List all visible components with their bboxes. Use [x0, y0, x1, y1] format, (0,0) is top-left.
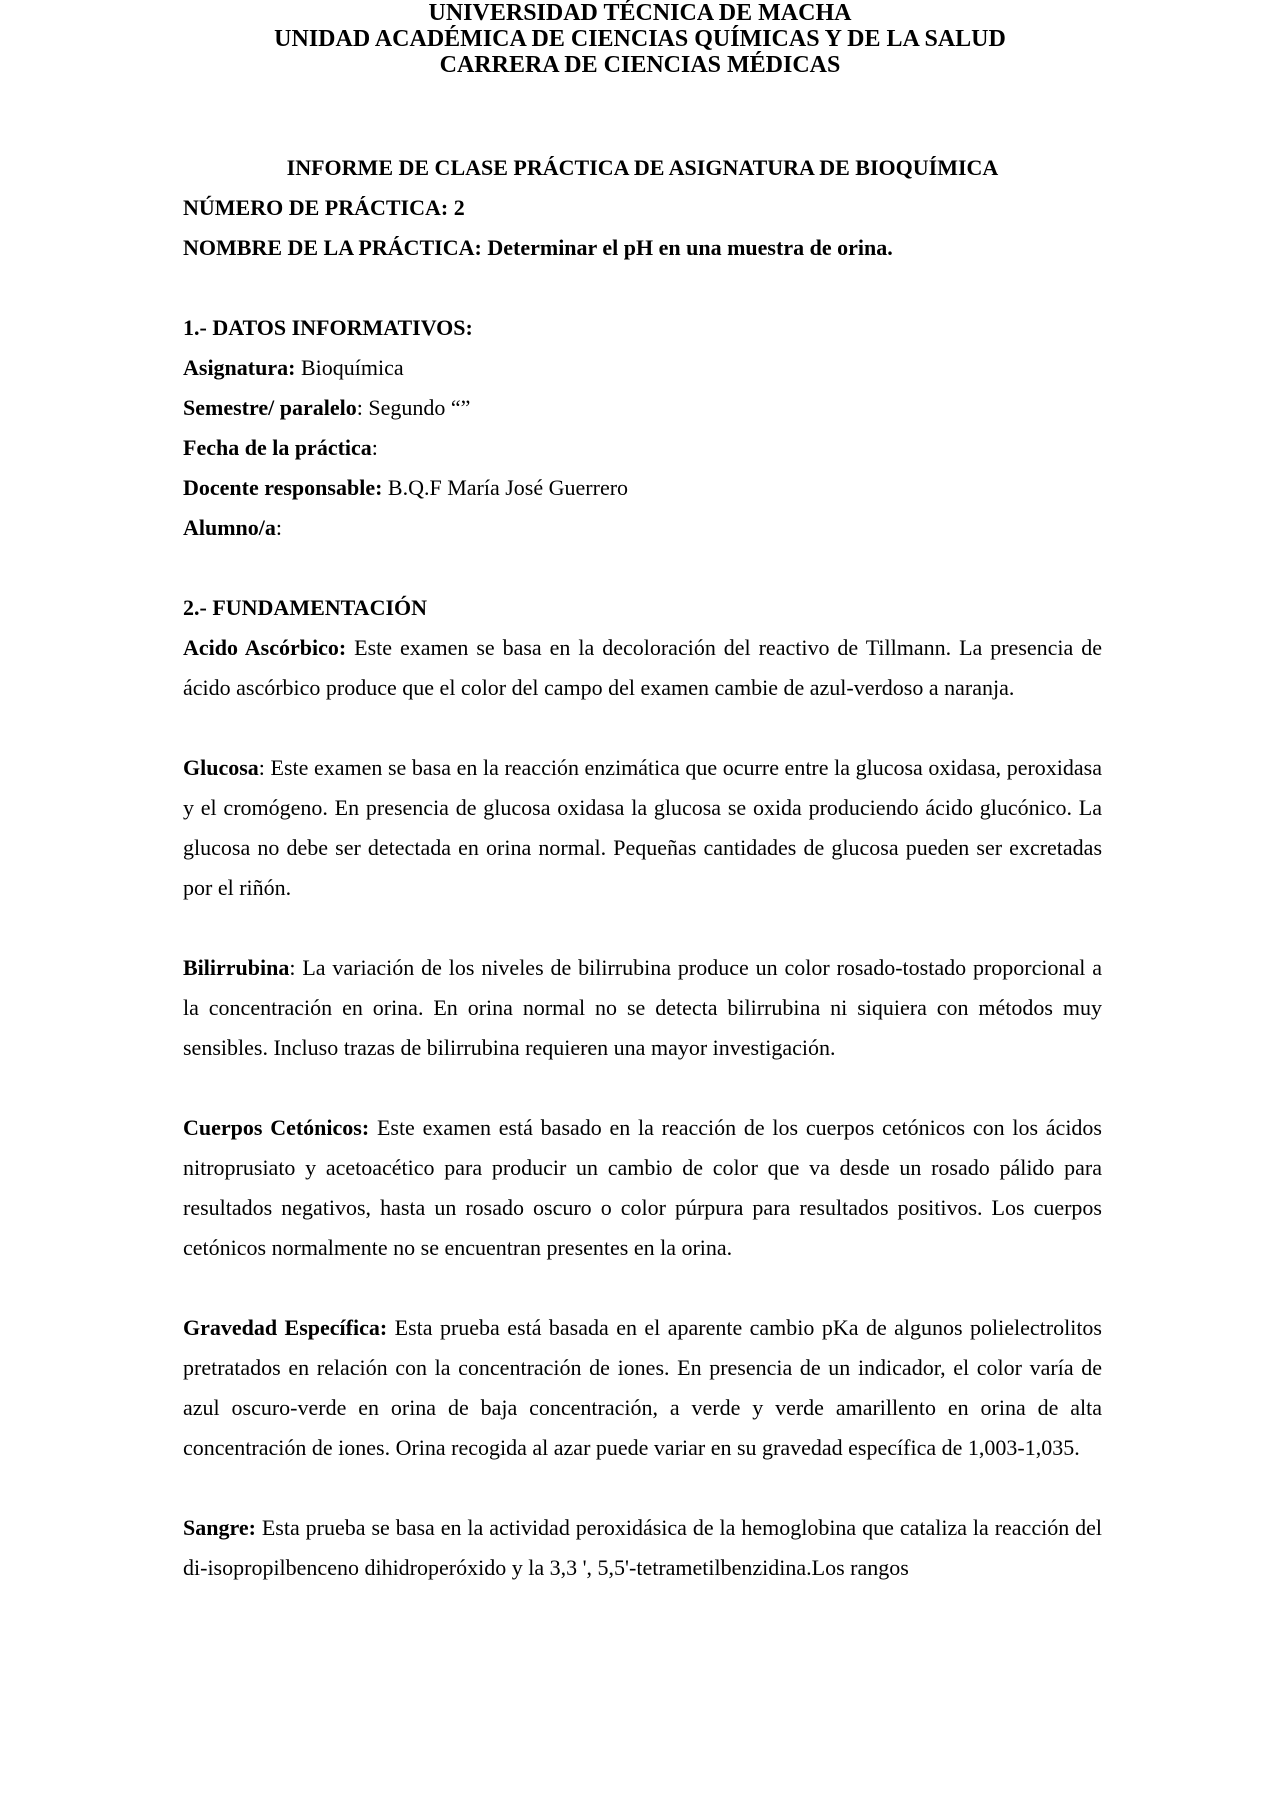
section-text: Este examen está basado en la reacción de los cuerpos cetónicos con los ácidos nitroprusiato y acetoacético para producir un cambio de color que va desde un rosado pálido para resultados negativos, hasta un rosado oscuro o color púrpura para resultados positivos. Los cuerpos cetónicos normalmente no se encuentran presentes en la orina.: [183, 1115, 1102, 1260]
practice-name: [183, 228, 1102, 268]
section-gravedad-especifica: [183, 1308, 1102, 1468]
docente-value: B.Q.F María José Guerrero: [382, 475, 629, 500]
document-body: [183, 148, 1102, 1588]
section-text: : La variación de los niveles de bilirrubina produce un color rosado-tostado proporcional a la concentración en orina. En orina normal no se detecta bilirrubina ni siquiera con métodos muy sensibles. Incluso trazas de bilirrubina requieren una mayor investigación.: [183, 955, 1102, 1060]
section-label: Gravedad Específica:: [183, 1315, 388, 1340]
section-text: Esta prueba está basada en el aparente cambio pKa de algunos polielectrolitos pretratados en relación con la concentración de iones. En presencia de un indicador, el color varía de azul oscuro-verde en orina de baja concentración, a verde y verde amarillento en orina de alta concentración de iones. Orina recogida al azar puede variar en su gravedad específica de 1,003-1,035.: [183, 1315, 1102, 1460]
fecha-label: Fecha de la práctica: [183, 435, 372, 460]
section-text: Esta prueba se basa en la actividad peroxidásica de la hemoglobina que cataliza la reacción del di-isopropilbenceno dihidroperóxido y la 3,3 ', 5,5'-tetrametilbenzidina.Los rangos: [183, 1515, 1102, 1580]
section-glucosa: [183, 748, 1102, 908]
semestre-row: [183, 388, 1102, 428]
semestre-label: Semestre/ paralelo: [183, 395, 357, 420]
alumno-value: :: [275, 515, 283, 540]
fecha-row: [183, 428, 1102, 468]
asignatura-value: Bioquímica: [295, 355, 404, 380]
university-name: UNIVERSIDAD TÉCNICA DE MACHA: [428, 0, 852, 26]
semestre-value: : Segundo “”: [356, 395, 471, 420]
section-bilirrubina: [183, 948, 1102, 1068]
alumno-label: Alumno/a: [183, 515, 276, 540]
practice-name-label: NOMBRE DE LA PRÁCTICA:: [183, 235, 482, 260]
section-cuerpos-cetonicos: [183, 1108, 1102, 1268]
section-label: Bilirrubina: [183, 955, 290, 980]
fecha-value: :: [371, 435, 378, 460]
alumno-row: [183, 508, 1102, 548]
datos-heading: 1.- DATOS INFORMATIVOS:: [183, 315, 473, 340]
practice-name-value: Determinar el pH en una muestra de orina.: [481, 235, 893, 260]
asignatura-label: Asignatura:: [183, 355, 296, 380]
section-label: Sangre:: [183, 1515, 256, 1540]
academic-unit: UNIDAD ACADÉMICA DE CIENCIAS QUÍMICAS Y DE LA SALUD: [274, 26, 1006, 52]
section-text: : Este examen se basa en la reacción enzimática que ocurre entre la glucosa oxidasa, peroxidasa y el cromógeno. En presencia de glucosa oxidasa la glucosa se oxida produciendo ácido glucónico. La glucosa no debe ser detectada en orina normal. Pequeñas cantidades de glucosa pueden ser excretadas por el riñón.: [183, 755, 1102, 900]
practice-number: NÚMERO DE PRÁCTICA: 2: [183, 195, 465, 220]
section-text: Este examen se basa en la decoloración del reactivo de Tillmann. La presencia de ácido ascórbico produce que el color del campo del examen cambie de azul-verdoso a naranja.: [183, 635, 1103, 700]
section-acido-ascorbico: [183, 628, 1102, 708]
section-sangre: [183, 1508, 1102, 1588]
section-label: Glucosa: [183, 755, 259, 780]
fundamentacion-heading: 2.- FUNDAMENTACIÓN: [183, 595, 428, 620]
career-name: CARRERA DE CIENCIAS MÉDICAS: [439, 52, 841, 78]
section-label: Cuerpos Cetónicos:: [183, 1115, 370, 1140]
section-label: Acido Ascórbico:: [183, 635, 347, 660]
report-title: INFORME DE CLASE PRÁCTICA DE ASIGNATURA DE BIOQUÍMICA: [286, 155, 999, 180]
asignatura-row: [183, 348, 1102, 388]
docente-label: Docente responsable:: [183, 475, 383, 500]
document-header: [0, 0, 1280, 78]
docente-row: [183, 468, 1102, 508]
